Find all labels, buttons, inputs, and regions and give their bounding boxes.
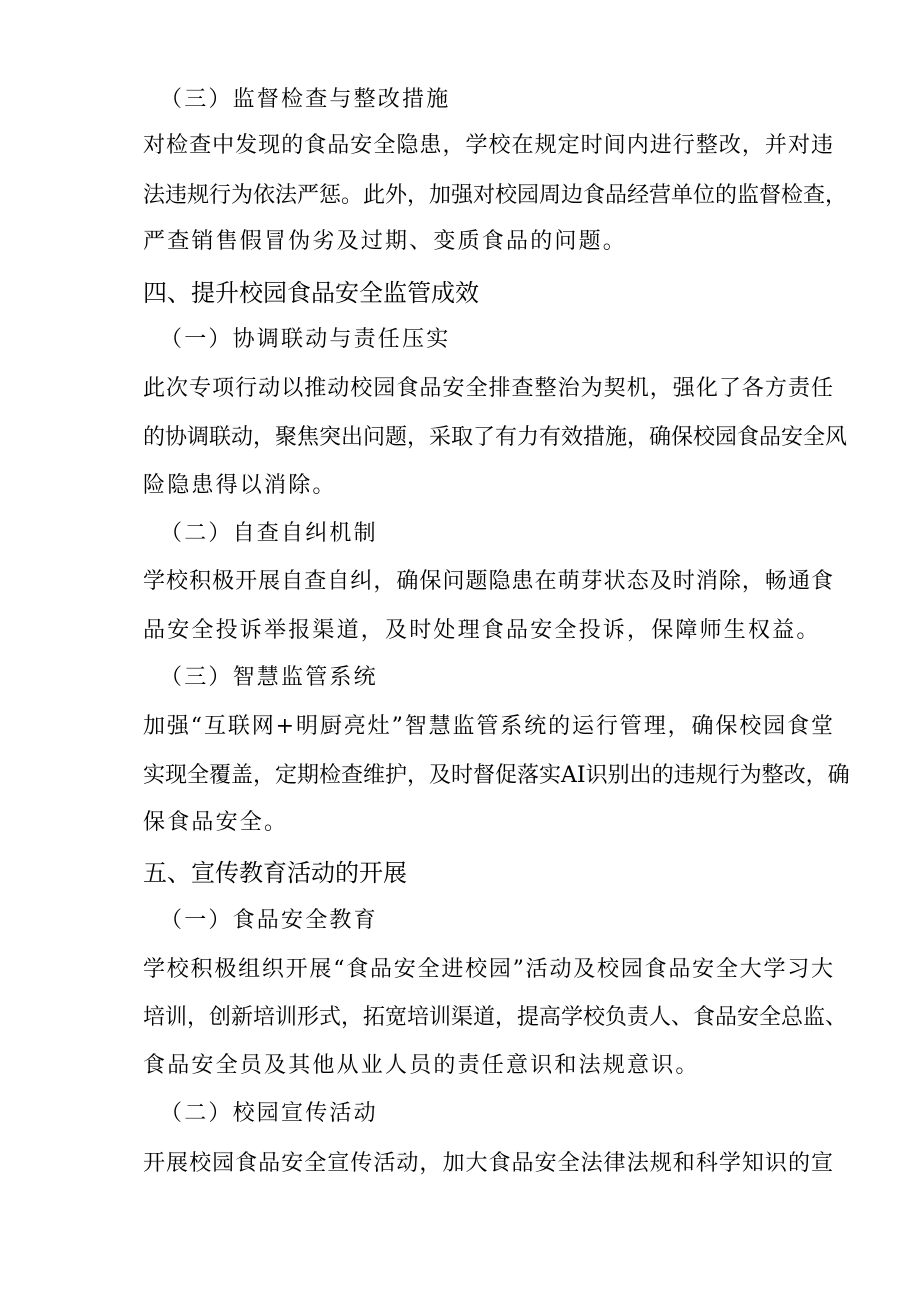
paragraph-line: 实现全覆盖，定期检查维护，及时督促落实AI识别出的违规行为整改，确 xyxy=(143,763,850,788)
subsection-title: （二）校园宣传活动 xyxy=(160,1101,378,1126)
paragraph-line: 此次专项行动以推动校园食品安全排查整治为契机，强化了各方责任 xyxy=(143,376,833,401)
paragraph-line: 法违规行为依法严惩。此外，加强对校园周边食品经营单位的监督检查， xyxy=(143,183,848,208)
subsection-title: （二）自查自纠机制 xyxy=(160,521,378,546)
paragraph-line: 严查销售假冒伪劣及过期、变质食品的问题。 xyxy=(143,229,628,254)
paragraph-line: 的协调联动，聚焦突出问题，采取了有力有效措施，确保校园食品安全风 xyxy=(143,425,848,450)
subsection-title: （三）智慧监管系统 xyxy=(160,665,378,690)
paragraph-line: 保食品安全。 xyxy=(143,810,289,835)
subsection-title: （一）协调联动与责任压实 xyxy=(160,327,451,352)
section-heading: 五、宣传教育活动的开展 xyxy=(143,859,407,887)
paragraph-line: 学校积极组织开展“食品安全进校园”活动及校园食品安全大学习大 xyxy=(143,957,833,982)
subsection-title: （一）食品安全教育 xyxy=(160,908,378,933)
paragraph-line: 险隐患得以消除。 xyxy=(143,473,337,498)
paragraph-line: 加强“互联网+明厨亮灶”智慧监管系统的运行管理，确保校园食堂 xyxy=(143,714,833,739)
paragraph-line: 培训，创新培训形式，拓宽培训渠道，提高学校负责人、食品安全总监、 xyxy=(143,1005,848,1030)
paragraph-line: 品安全投诉举报渠道，及时处理食品安全投诉，保障师生权益。 xyxy=(143,618,821,643)
paragraph-line: 对检查中发现的食品安全隐患，学校在规定时间内进行整改，并对违 xyxy=(143,133,833,158)
paragraph-line: 开展校园食品安全宣传活动，加大食品安全法律法规和科学知识的宣 xyxy=(143,1151,833,1176)
paragraph-line: 学校积极开展自查自纠，确保问题隐患在萌芽状态及时消除，畅通食 xyxy=(143,569,833,594)
subsection-title: （三）监督检查与整改措施 xyxy=(160,87,451,112)
paragraph-line: 食品安全员及其他从业人员的责任意识和法规意识。 xyxy=(143,1053,700,1078)
section-heading: 四、提升校园食品安全监管成效 xyxy=(143,279,479,307)
